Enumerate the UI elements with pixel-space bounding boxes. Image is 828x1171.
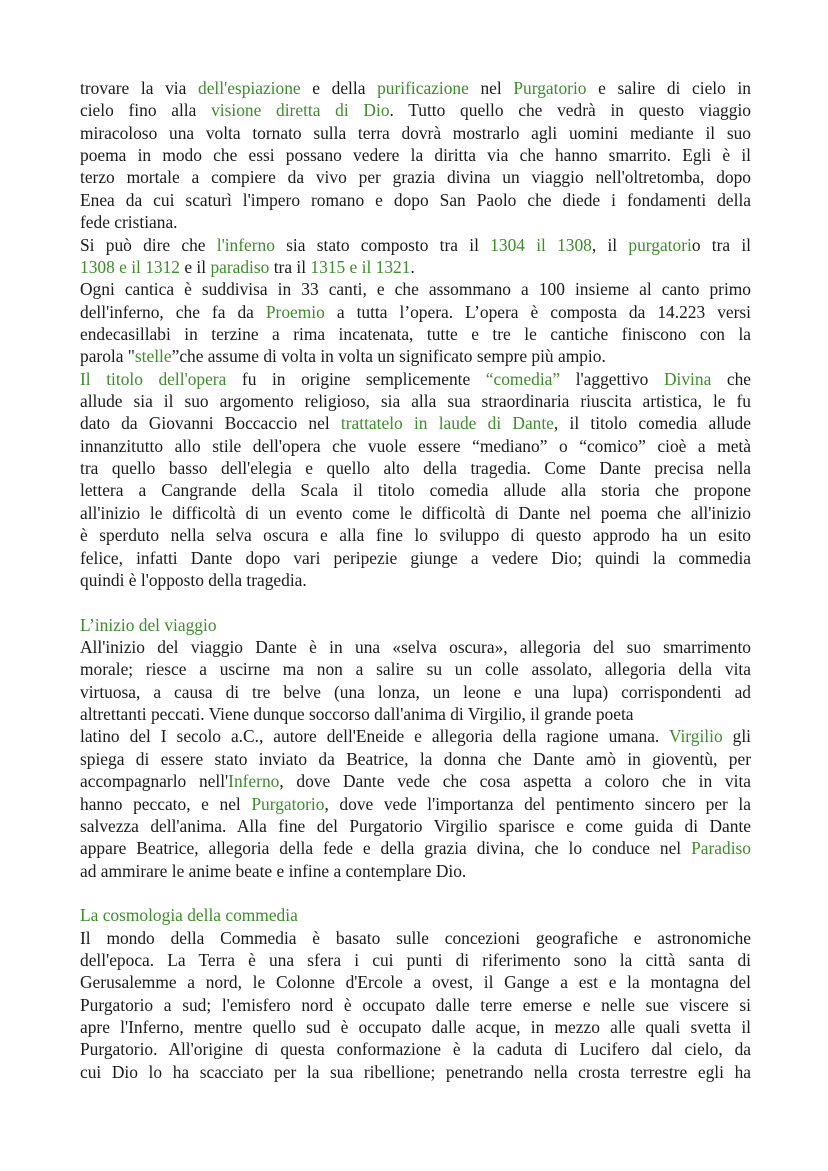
text-line — [80, 479, 751, 501]
text-segment: quindi è l'opposto della tragedia. — [80, 569, 307, 590]
text-segment: latino del I secolo a.C., autore dell'Eneide e allegoria della ragione umana. — [80, 726, 669, 747]
highlighted-term: visione diretta di Dio — [211, 100, 390, 121]
text-line — [80, 547, 751, 569]
text-segment: salvezza dell'anima. Alla fine del Purgatorio Virgilio sparisce e come guida di Dante — [80, 815, 751, 836]
text-segment: e salire di cielo in — [586, 78, 751, 98]
text-line — [80, 837, 751, 859]
highlighted-term: l'inferno — [216, 234, 275, 255]
text-line — [80, 569, 751, 591]
text-segment: e della — [300, 78, 378, 98]
text-segment: innanzitutto allo stile dell'opera che vuole essere “mediano” o “comico” cioè a metà — [80, 435, 751, 456]
text-line — [80, 278, 751, 300]
text-segment: Enea da cui scaturì l'impero romano e dopo San Paolo che diede i fondamenti della — [80, 189, 751, 210]
paragraph — [80, 278, 751, 367]
text-segment: Gerusalemme a nord, le Colonne d'Ercole a ovest, il Gange a est e la montagna del — [80, 972, 751, 993]
text-segment: fu in origine semplicemente — [226, 368, 486, 389]
text-segment: cielo fino alla — [80, 100, 212, 121]
text-segment: nel — [468, 78, 514, 98]
blank-line — [80, 882, 751, 904]
text-segment: Purgatorio. All'origine di questa conformazione è la caduta di Lucifero dal cielo, da — [80, 1039, 751, 1060]
text-line — [80, 435, 751, 457]
highlighted-term: “comedia” — [485, 368, 561, 389]
text-segment: . — [410, 256, 415, 277]
text-segment: tra quello basso dell'elegia e quello alto della tragedia. Come Dante precisa nella — [80, 458, 751, 479]
highlighted-term: 1315 e il 1321 — [310, 256, 411, 277]
text-line — [80, 658, 751, 680]
text-line — [80, 301, 751, 323]
text-line — [80, 144, 751, 166]
text-segment: gli — [722, 726, 751, 747]
text-segment: hanno peccato, e nel — [80, 793, 252, 814]
text-line — [80, 524, 751, 546]
text-line — [80, 949, 751, 971]
section-heading: L’inizio del viaggio — [80, 614, 217, 635]
text-segment: morale; riesce a uscirne ma non a salire su un colle assolato, allegoria della vita — [80, 659, 751, 680]
text-line — [80, 860, 751, 882]
blank-line — [80, 591, 751, 613]
text-segment: , il titolo comedia allude — [553, 413, 751, 434]
text-segment: accompagnarlo nell' — [80, 771, 229, 792]
text-line — [80, 681, 751, 703]
text-line — [80, 927, 751, 949]
text-segment: e il — [180, 256, 211, 277]
highlighted-term: purificazione — [377, 78, 469, 98]
text-line — [80, 77, 751, 99]
highlighted-term: Purgatorio — [251, 793, 325, 814]
text-line — [80, 189, 751, 211]
text-segment: virtuosa, a causa di tre belve (una lonza, un leone e una lupa) corrispondenti ad — [80, 681, 751, 702]
paragraph — [80, 77, 751, 234]
text-line — [80, 390, 751, 412]
text-segment: dell'epoca. La Terra è una sfera i cui punti di riferimento sono la città santa di — [80, 950, 751, 971]
highlighted-term: Purgatorio — [513, 78, 587, 98]
text-segment: Il mondo della Commedia è basato sulle concezioni geografiche e astronomiche — [80, 927, 751, 948]
text-segment: Purgatorio a sud; l'emisfero nord è occupato dalle terre emerse e nelle sue viscere si — [80, 994, 751, 1015]
text-line — [80, 703, 751, 725]
text-segment: endecasillabi in terzine a rima incatenata, tutte e tre le cantiche finiscono con la — [80, 323, 751, 344]
text-segment: parola " — [80, 346, 135, 367]
text-segment: ad ammirare le anime beate e infine a contemplare Dio. — [80, 860, 467, 881]
text-line — [80, 211, 751, 233]
text-segment: l'aggettivo — [560, 368, 664, 389]
text-line — [80, 1061, 751, 1083]
highlighted-term: stelle — [134, 346, 172, 367]
paragraph — [80, 927, 751, 1084]
paragraph — [80, 368, 751, 592]
text-segment: poema in modo che essi possano vedere la diritta via che hanno smarrito. Egli è il — [80, 145, 751, 166]
section-heading: La cosmologia della commedia — [80, 905, 298, 926]
text-line — [80, 345, 751, 367]
text-segment: ”che assume di volta in volta un significato sempre più ampio. — [171, 346, 606, 367]
text-segment: cui Dio lo ha scacciato per la sua ribellione; penetrando nella crosta terrestre egli ha — [80, 1061, 751, 1082]
text-line — [80, 1038, 751, 1060]
highlighted-term: Paradiso — [691, 838, 751, 859]
text-line — [80, 770, 751, 792]
text-segment: Ogni cantica è suddivisa in 33 canti, e che assommano a 100 insieme al canto primo — [80, 279, 751, 300]
text-segment: che — [711, 368, 751, 389]
text-segment: sia stato composto tra il — [274, 234, 491, 255]
text-line — [80, 748, 751, 770]
text-line — [80, 122, 751, 144]
text-segment: . Tutto quello che vedrà in questo viaggio — [389, 100, 751, 121]
paragraph — [80, 636, 751, 725]
text-line — [80, 166, 751, 188]
text-line — [80, 815, 751, 837]
text-segment: allude sia il suo argomento religioso, sia alla sua straordinaria riuscita artistica, le fu — [80, 391, 751, 412]
text-line — [80, 502, 751, 524]
text-line — [80, 99, 751, 121]
text-line — [80, 234, 751, 256]
text-line — [80, 725, 751, 747]
text-line — [80, 971, 751, 993]
text-segment: dell'inferno, che fa da — [80, 301, 266, 322]
highlighted-term: 1308 e il 1312 — [80, 256, 180, 277]
paragraph — [80, 234, 751, 279]
text-segment: terzo mortale a compiere da vivo per grazia divina un viaggio nell'oltretomba, dopo — [80, 167, 751, 188]
text-line — [80, 412, 751, 434]
text-segment: , dove vede l'importanza del pentimento sincero per la — [324, 793, 751, 814]
text-segment: Si può dire che — [80, 234, 217, 255]
text-segment: felice, infatti Dante dopo vari peripezie giunge a vedere Dio; quindi la commedia — [80, 547, 751, 568]
text-segment: dato da Giovanni Boccaccio nel — [80, 413, 341, 434]
text-segment: miracoloso una volta tornato sulla terra dovrà mostrarlo agli uomini mediante il suo — [80, 122, 751, 143]
text-segment: fede cristiana. — [80, 212, 178, 233]
text-line — [80, 1016, 751, 1038]
text-line — [80, 793, 751, 815]
text-segment: , dove Dante vede che cosa aspetta a coloro che in vita — [279, 771, 751, 792]
highlighted-term: Inferno — [228, 771, 280, 792]
highlighted-term: dell'espiazione — [198, 78, 301, 98]
text-segment: , il — [591, 234, 629, 255]
text-segment: lettera a Cangrande della Scala il titolo comedia allude alla storia che propone — [80, 480, 751, 501]
highlighted-term: Il titolo dell'opera — [80, 368, 227, 389]
text-segment: trovare la via — [80, 78, 198, 98]
highlighted-term: purgatori — [628, 234, 692, 255]
text-segment: o tra il — [691, 234, 751, 255]
text-line — [80, 256, 751, 278]
text-segment: apre l'Inferno, mentre quello sud è occupato dalle acque, in mezzo alle quali svetta il — [80, 1017, 751, 1038]
text-line — [80, 994, 751, 1016]
text-segment: all'inizio le difficoltà di un evento come le difficoltà di Dante nel poema che all'inizio — [80, 502, 751, 523]
text-segment: appare Beatrice, allegoria della fede e della grazia divina, che lo conduce nel — [80, 838, 692, 859]
text-line — [80, 368, 751, 390]
paragraph — [80, 725, 751, 882]
text-line — [80, 636, 751, 658]
highlighted-term: Proemio — [265, 301, 325, 322]
text-segment: All'inizio del viaggio Dante è in una «selva oscura», allegoria del suo smarrimento — [80, 636, 751, 657]
text-line — [80, 457, 751, 479]
document-page — [80, 77, 751, 1083]
text-line — [80, 323, 751, 345]
text-segment: altrettanti peccati. Viene dunque soccorso dall'anima di Virgilio, il grande poeta — [80, 704, 634, 725]
highlighted-term: paradiso — [210, 256, 270, 277]
text-segment: tra il — [269, 256, 311, 277]
highlighted-term: 1304 il 1308 — [490, 234, 592, 255]
highlighted-term: Virgilio — [668, 726, 723, 747]
text-segment: spiega di essere stato inviato da Beatrice, la donna che Dante amò in gioventù, per — [80, 748, 751, 769]
text-segment: a tutta l’opera. L’opera è composta da 14.223 versi — [324, 301, 751, 322]
text-segment: è sperduto nella selva oscura e alla fine lo sviluppo di questo approdo ha un esito — [80, 525, 751, 546]
highlighted-term: trattatelo in laude di Dante — [340, 413, 554, 434]
highlighted-term: Divina — [663, 368, 712, 389]
